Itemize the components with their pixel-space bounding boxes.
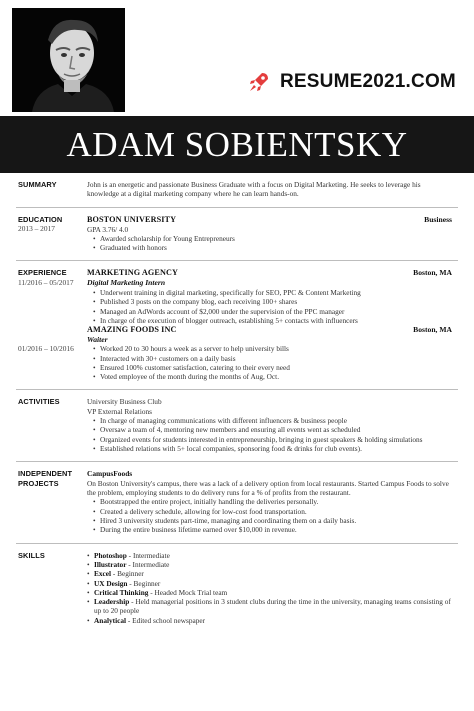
list-item: • Interacted with 30+ customers on a daily basis [93,354,452,363]
list-item: • Underwent training in digital marketing, specifically for SEO, PPC & Content Marketing [93,288,452,297]
job-location: Boston, MA [413,268,452,278]
skill-name: UX Design [94,578,128,588]
gpa: GPA 3.76/ 4.0 [87,224,129,234]
summary-text: John is an energetic and passionate Business Graduate with a focus on Digital Marketing. He seeks to leverage his knowledge at a digital marketing company where he can learn hands-on. [87,180,421,199]
list-item: • Organized events for students interested in entrepreneurship, bringing in guest speakers & holding simulations [93,435,452,444]
section-title: SUMMARY [18,180,57,189]
list-item: • Established relations with 5+ local companies, sponsoring food & drinks for club events). [93,444,452,453]
job-title: Waiter [87,334,108,344]
experience-section [16,261,458,390]
list-item: • Voted employee of the month during the months of Aug, Oct. [93,372,452,381]
list-item: • Hired 3 university students part-time, managing and coordinating them on a daily basis. [93,516,452,525]
portrait-image [12,8,125,112]
list-item: • Oversaw a team of 4, mentoring new members and ensuring all events went as scheduled [93,425,452,434]
list-item: • Managed an AdWords account of $2,000 under the supervision of the PPC manager [93,307,452,316]
rocket-icon [248,71,270,93]
section-title: PROJECTS [18,478,59,488]
list-item: • Graduated with honors [93,243,452,252]
skill-detail: - Intermediate [126,559,170,569]
name-banner [0,116,474,173]
list-item: • Worked 20 to 30 hours a week as a server to help university bills [93,344,452,353]
skill-detail: - Held managerial positions in 3 student clubs during the time in the university, managing teams consisting of up to 20 people [94,597,451,616]
skill-detail: - Beginner [111,569,144,579]
company-name: MARKETING AGENCY [87,268,178,278]
list-item: • Published 3 posts on the company blog, each receiving 100+ shares [93,297,452,306]
candidate-name: ADAM SOBIENTSKY [66,124,408,164]
institution-name: BOSTON UNIVERSITY [87,214,177,224]
skill-item [87,597,452,616]
skill-detail: - Headed Mock Trial team [148,587,228,597]
projects-section [16,462,458,543]
summary-section [16,180,458,208]
section-title: SKILLS [18,550,45,560]
section-title: ACTIVITIES [18,397,60,407]
list-item: • Bootstrapped the entire project, initially handling the deliveries personally. [93,497,452,506]
job-location: Boston, MA [413,324,452,334]
skill-name: Analytical [94,615,127,625]
skill-item [87,616,452,625]
skill-item [87,569,452,578]
education-section [16,208,458,262]
activities-section [16,390,458,462]
list-item: • In charge of managing communications with different influencers & business people [93,416,452,425]
date-range: 01/2016 – 10/2016 [18,343,74,353]
organization-name: University Business Club [87,397,162,407]
brand-logo[interactable] [248,70,456,94]
skill-name: Illustrator [94,559,127,569]
date-range: 11/2016 – 05/2017 [18,278,74,288]
skill-item [87,551,452,560]
field-of-study: Business [424,214,452,224]
list-item: • During the entire business lifetime earned over $10,000 in revenue. [93,525,452,534]
skill-item [87,579,452,588]
skill-detail: - Edited school newspaper [126,615,206,625]
list-item: • Awarded scholarship for Young Entrepreneurs [93,234,452,243]
skill-name: Excel [94,569,112,579]
list-item: • In charge of the execution of blogger outreach, establishing 5+ contacts with influencers [93,316,452,325]
date-range: 2013 – 2017 [18,224,55,234]
brand-name: RESUME2021.COM [280,71,456,92]
project-name: CampusFoods [87,469,133,479]
skills-section [16,544,458,633]
profile-photo [12,8,125,112]
section-title: INDEPENDENT [18,469,73,479]
list-item: • Ensured 100% customer satisfaction, catering to their every need [93,363,452,372]
section-title: EDUCATION [18,214,63,224]
skill-item [87,588,452,597]
company-name: AMAZING FOODS INC [87,324,177,334]
skill-name: Photoshop [94,550,127,560]
project-description: On Boston University's campus, there was a lack of a delivery option from local restaurants. Started Campus Foods to solve the problem, employing students to do delivery runs for a % of profits from the restaurant. [87,478,449,498]
list-item: • Created a delivery schedule, allowing for low-cost food transportation. [93,507,452,516]
job-title: Digital Marketing Intern [87,278,166,288]
skill-name: Critical Thinking [94,587,149,597]
skill-name: Leadership [94,597,130,607]
position-title: VP External Relations [87,406,152,416]
skill-detail: - Intermediate [126,550,170,560]
skill-detail: - Beginner [127,578,161,588]
skill-item [87,560,452,569]
section-title: EXPERIENCE [18,268,67,278]
resume-body [0,180,474,633]
